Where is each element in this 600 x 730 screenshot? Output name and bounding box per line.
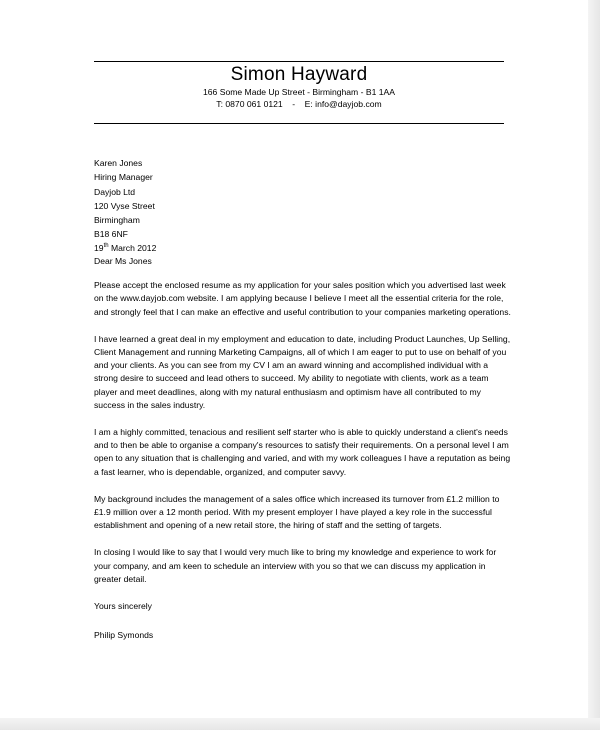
recipient-address <box>94 156 514 242</box>
page-shadow-right <box>588 0 600 730</box>
header-bottom-rule <box>94 123 504 124</box>
salutation: Dear Ms Jones <box>94 255 152 266</box>
recipient-street: 120 Vyse Street <box>94 200 155 211</box>
letter-date <box>94 242 514 255</box>
paragraph-qualities: I am a highly committed, tenacious and resilient self starter who is able to quickly understand a client's needs and to then be able to organise a company's resources to satisfy their requirements. On a personal level I am open to any situation that is challenging and varied, and with my work colleagues I have a reputation as being a fast learner, who is dependable, organized, and computer savvy. <box>94 427 511 477</box>
date-suffix: th <box>103 242 109 249</box>
letter-body <box>94 156 514 642</box>
signature-name: Philip Symonds <box>94 630 154 641</box>
sender-address: 166 Some Made Up Street - Birmingham - B1 1AA <box>202 87 395 97</box>
recipient-title: Hiring Manager <box>94 172 153 183</box>
recipient-company: Dayjob Ltd <box>94 186 136 197</box>
sender-name: Simon Hayward <box>230 64 368 85</box>
date-day: 19 <box>94 242 104 253</box>
paragraph-experience: I have learned a great deal in my employment and education to date, including Product Launches, Up Selling, Client Management and running Marketing Campaigns, all of which I am eager to put to use on behalf of you and your clients. As you can see from my CV I am an award winning and accomplished individual with a strong desire to succeed and lead others to succeed. My ability to negotiate with clients, work as a team player and meet deadlines, along with my natural enthusiasm and optimism have all contributed to my success in the sales industry. <box>94 333 511 410</box>
date-month-year: March 2012 <box>108 242 157 253</box>
sender-contact: T: 0870 061 0121 - E: info@dayjob.com <box>216 99 382 109</box>
paragraph-background: My background includes the management of a sales office which increased its turnover from £1.2 million to £1.9 million over a 12 month period. With my present employer I have played a key role in the successful establishment and opening of a new retail store, the hiring of staff and the setting of targets. <box>94 493 500 531</box>
paragraph-intro: Please accept the enclosed resume as my application for your sales position which you advertised last week on the www.dayjob.com website. I am applying because I believe I meet all the essential criteria for the role, and strongly feel that I can make an effective and useful contribution to your companies marketing operations. <box>94 280 511 317</box>
recipient-postcode: B18 6NF <box>94 229 128 240</box>
complimentary-close: Yours sincerely <box>94 601 152 612</box>
page-shadow-bottom <box>0 718 600 730</box>
paragraph-closing: In closing I would like to say that I would very much like to bring my knowledge and experience to work for your company, and am keen to schedule an interview with you so that we can discuss my application in greater detail. <box>94 547 497 584</box>
recipient-name: Karen Jones <box>94 158 143 168</box>
letterhead <box>94 62 504 111</box>
recipient-city: Birmingham <box>94 215 140 226</box>
